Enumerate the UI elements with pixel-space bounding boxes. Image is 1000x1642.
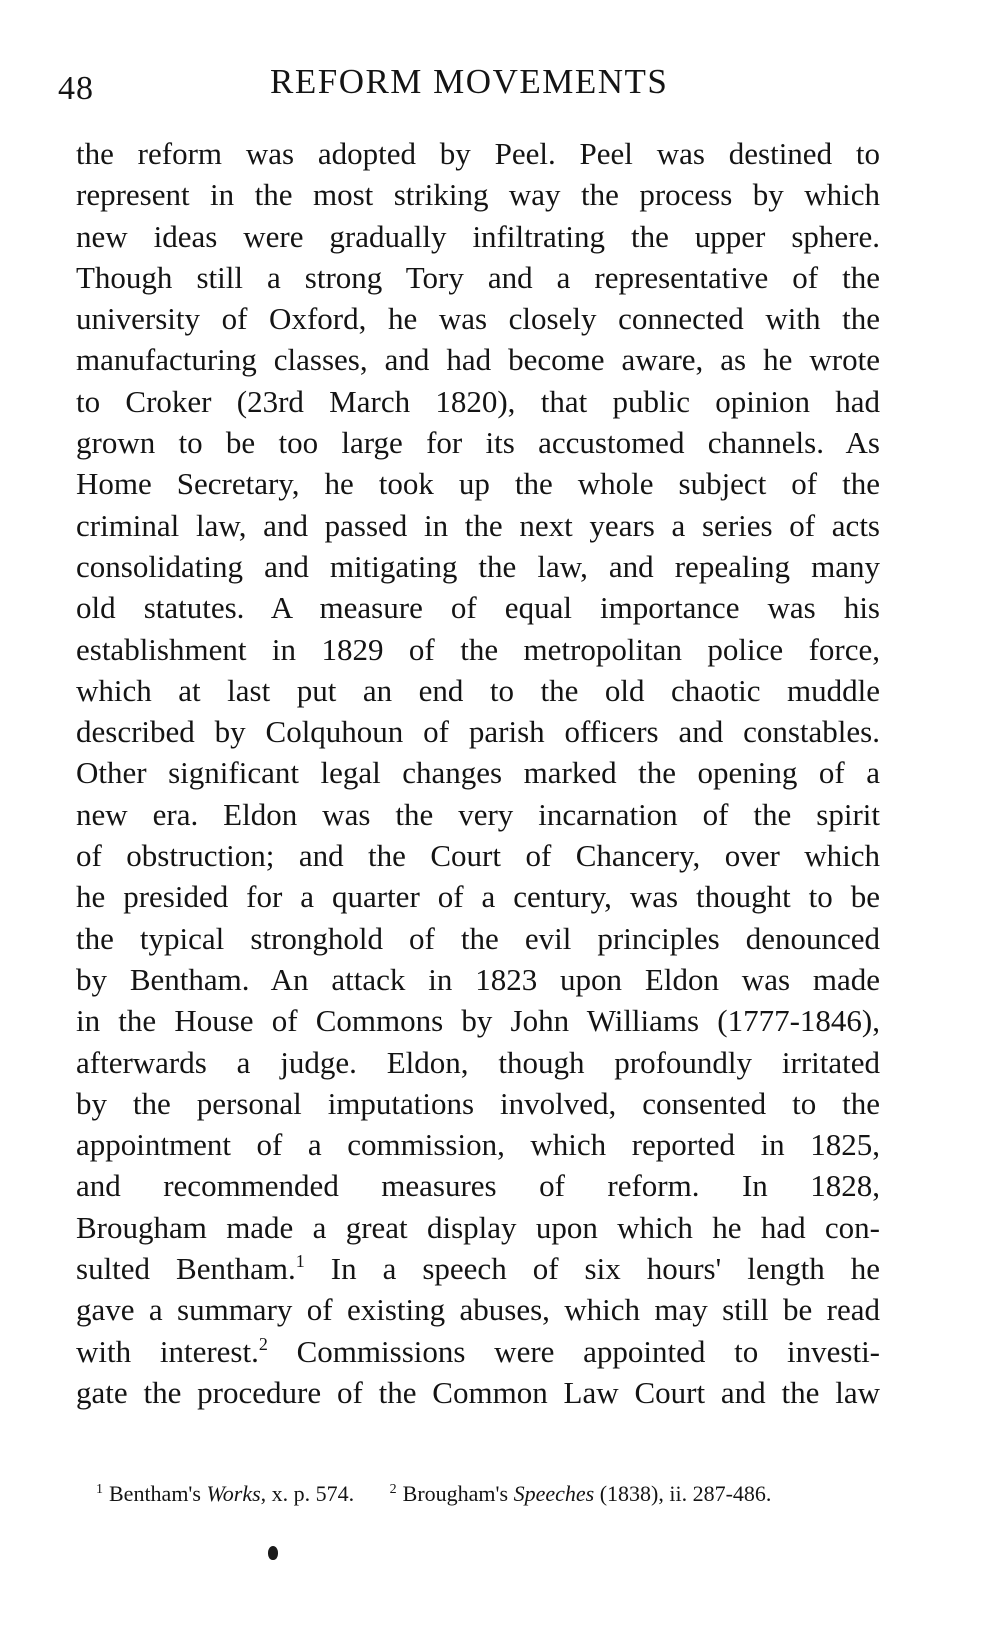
footnote-2: [390, 1481, 772, 1507]
text-line: Other significant legal changes marked the opening of a: [76, 755, 880, 791]
footnote-ref-1: 1: [295, 1251, 305, 1272]
text-segment: Commissions were appointed to investi-: [267, 1333, 880, 1369]
footnote-ref-2: 2: [258, 1333, 268, 1354]
text-line: appointment of a commission, which reported in 1825,: [76, 1127, 880, 1163]
text-line: Brougham made a great display upon which he had con-: [76, 1209, 880, 1245]
text-line: afterwards a judge. Eldon, though profoundly irritated: [76, 1044, 880, 1080]
text-line: Though still a strong Tory and a representative of the: [76, 259, 880, 295]
running-title: REFORM MOVEMENTS: [270, 62, 669, 101]
text-line: the reform was adopted by Peel. Peel was destined to: [76, 136, 880, 171]
text-line-with-footnote-2: [76, 1331, 880, 1372]
text-line: which at last put an end to the old chaotic muddle: [76, 672, 880, 708]
text-line: by the personal imputations involved, consented to the: [76, 1085, 880, 1121]
text-line: described by Colquhoun of parish officers and constables.: [76, 714, 880, 750]
text-line: new era. Eldon was the very incarnation of the spirit: [76, 796, 880, 832]
text-line: and recommended measures of reform. In 1828,: [76, 1168, 880, 1204]
footnote-author: Brougham's: [402, 1481, 514, 1506]
text-line: new ideas were gradually infiltrating the upper sphere.: [76, 218, 880, 254]
text-line: by Bentham. An attack in 1823 upon Eldon was made: [76, 961, 880, 997]
text-line: gave a summary of existing abuses, which may still be read: [76, 1292, 880, 1328]
text-line: Home Secretary, he took up the whole subject of the: [76, 466, 880, 502]
page-number: 48: [58, 70, 94, 107]
ink-speck: [268, 1546, 278, 1560]
text-line: he presided for a quarter of a century, was thought to be: [76, 879, 880, 915]
body-text: [76, 133, 880, 1413]
text-line-with-footnote-1: [76, 1248, 880, 1289]
text-line: to Croker (23rd March 1820), that public opinion had: [76, 383, 880, 419]
text-line: manufacturing classes, and had become aware, as he wrote: [76, 342, 880, 378]
text-line: of obstruction; and the Court of Chancery, over which: [76, 838, 880, 874]
text-line: in the House of Commons by John Williams (1777-1846),: [76, 1003, 880, 1039]
footnote-detail: (1838), ii. 287-486.: [594, 1481, 772, 1506]
footnote-mark: 2: [389, 1482, 397, 1497]
footnote-1: [96, 1481, 354, 1507]
text-segment: In a speech of six hours' length he: [304, 1251, 880, 1287]
text-segment: sulted Bentham.: [76, 1251, 296, 1287]
text-line: criminal law, and passed in the next years a series of acts: [76, 507, 880, 543]
text-line: consolidating and mitigating the law, and repealing many: [76, 548, 880, 584]
footnote-detail: , x. p. 574.: [260, 1481, 355, 1506]
text-line: establishment in 1829 of the metropolitan police force,: [76, 631, 880, 667]
footnote-mark: 1: [96, 1482, 103, 1497]
footnotes: [96, 1481, 886, 1507]
text-line: grown to be too large for its accustomed channels. As: [76, 425, 880, 461]
footnote-source: Works: [206, 1481, 261, 1506]
text-line: the typical stronghold of the evil principles denounced: [76, 920, 880, 956]
page-header: [58, 62, 898, 112]
text-line: represent in the most striking way the process by which: [76, 177, 880, 213]
text-line: old statutes. A measure of equal importance was his: [76, 590, 880, 626]
footnote-author: Bentham's: [109, 1481, 207, 1506]
text-line: gate the procedure of the Common Law Court and the law: [76, 1374, 880, 1410]
footnote-source: Speeches: [513, 1481, 595, 1506]
text-line: university of Oxford, he was closely connected with the: [76, 301, 880, 337]
text-segment: with interest.: [76, 1333, 259, 1369]
